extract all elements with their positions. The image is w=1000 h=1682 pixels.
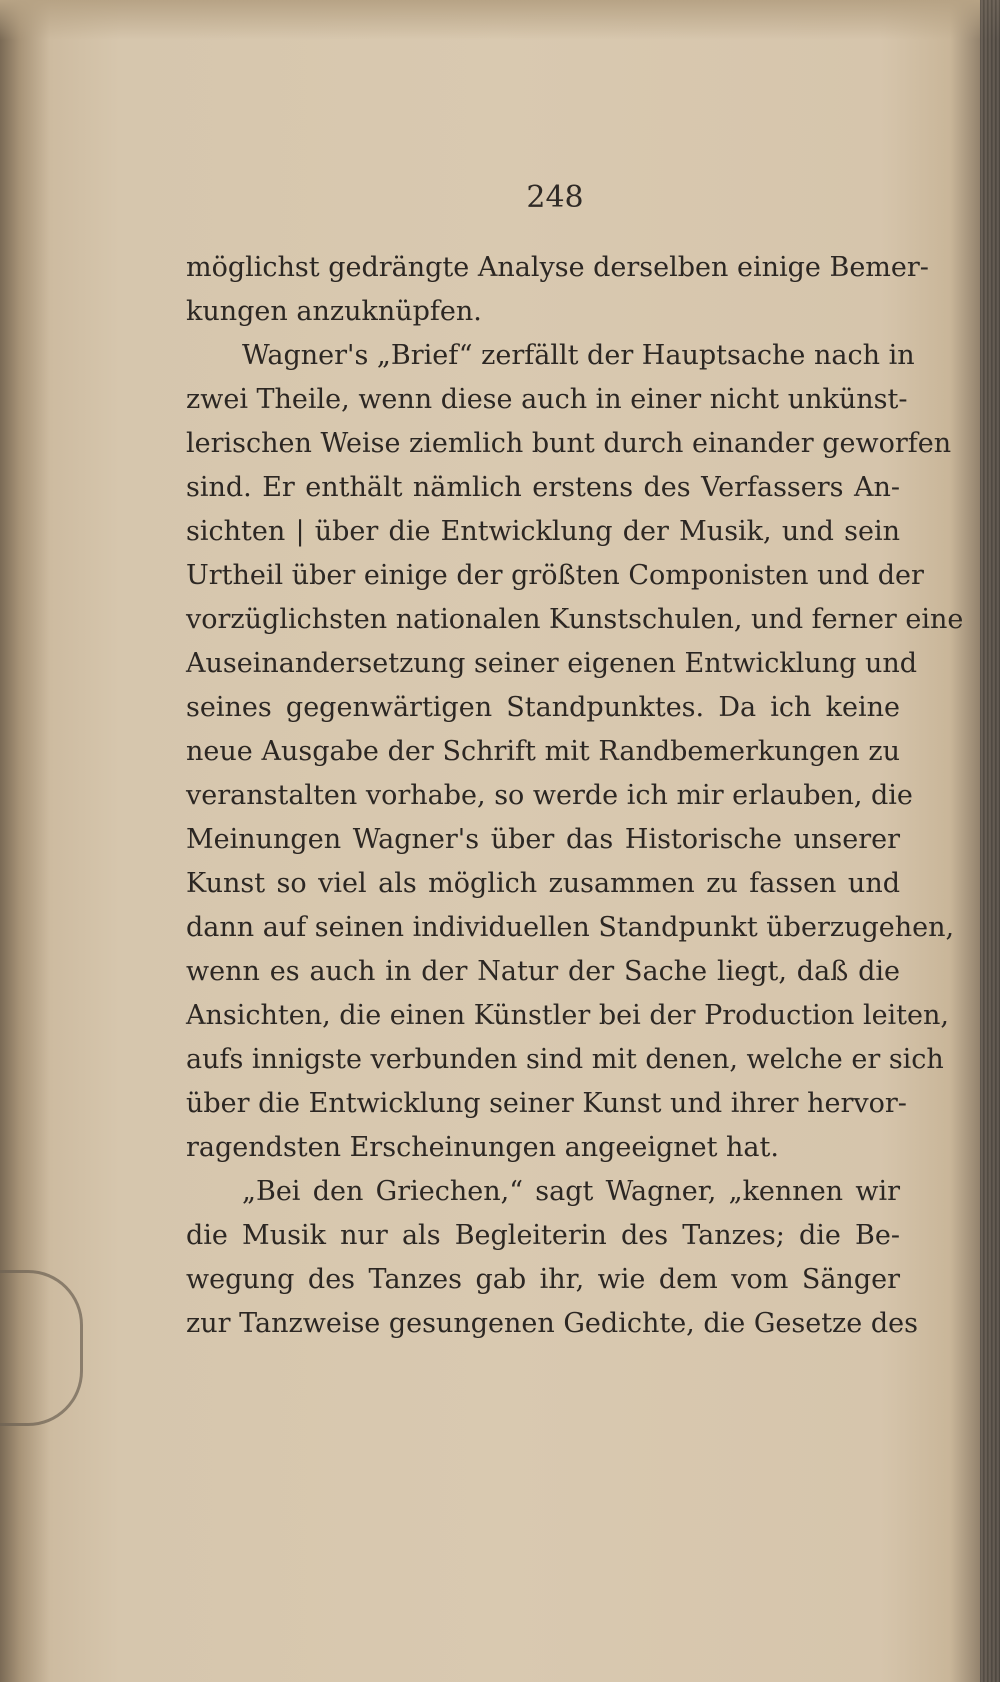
text-line: vorzüglichsten nationalen Kunstschulen, und ferner eine bbox=[186, 604, 964, 635]
text-line: sichten | über die Entwicklung der Musik, und sein bbox=[186, 516, 900, 547]
text-line: veranstalten vorhabe, so werde ich mir erlauben, die bbox=[186, 780, 913, 811]
text-line: seines gegenwärtigen Standpunktes. Da ich keine bbox=[186, 692, 900, 723]
text-line: wenn es auch in der Natur der Sache liegt, daß die bbox=[186, 956, 900, 987]
text-line: Ansichten, die einen Künstler bei der Production leiten, bbox=[186, 1000, 949, 1031]
text-line: Wagner's „Brief“ zerfällt der Hauptsache nach in bbox=[242, 340, 915, 371]
text-line: ragendsten Erscheinungen angeeignet hat. bbox=[186, 1132, 779, 1163]
text-line: „Bei den Griechen,“ sagt Wagner, „kennen wir bbox=[242, 1176, 900, 1207]
text-line: lerischen Weise ziemlich bunt durch einander geworfen bbox=[186, 428, 952, 459]
text-line: aufs innigste verbunden sind mit denen, welche er sich bbox=[186, 1044, 944, 1075]
text-line: möglichst gedrängte Analyse derselben einige Bemer- bbox=[186, 252, 929, 283]
body-text bbox=[186, 246, 964, 1346]
text-line: Meinungen Wagner's über das Historische unserer bbox=[186, 824, 900, 855]
text-line: die Musik nur als Begleiterin des Tanzes; die Be- bbox=[186, 1220, 900, 1251]
text-line: Auseinandersetzung seiner eigenen Entwicklung und bbox=[186, 648, 918, 679]
text-line: wegung des Tanzes gab ihr, wie dem vom Sänger bbox=[186, 1264, 900, 1295]
text-line: Urtheil über einige der größten Componisten und der bbox=[186, 560, 924, 591]
text-line: kungen anzuknüpfen. bbox=[186, 296, 482, 327]
text-line: zur Tanzweise gesungenen Gedichte, die Gesetze des bbox=[186, 1308, 918, 1339]
text-line: sind. Er enthält nämlich erstens des Verfassers An- bbox=[186, 472, 900, 503]
page-stack-edge bbox=[980, 0, 1000, 1682]
text-line: Kunst so viel als möglich zusammen zu fassen und bbox=[186, 868, 900, 899]
text-line: dann auf seinen individuellen Standpunkt überzugehen, bbox=[186, 912, 955, 943]
page-number: 248 bbox=[526, 180, 584, 215]
text-line: neue Ausgabe der Schrift mit Randbemerkungen zu bbox=[186, 736, 900, 767]
text-line: zwei Theile, wenn diese auch in einer nicht unkünst- bbox=[186, 384, 908, 415]
page-top-shading bbox=[0, 0, 1000, 40]
binding-clip-shape bbox=[0, 1270, 83, 1426]
text-line: über die Entwicklung seiner Kunst und ihrer hervor- bbox=[186, 1088, 907, 1119]
